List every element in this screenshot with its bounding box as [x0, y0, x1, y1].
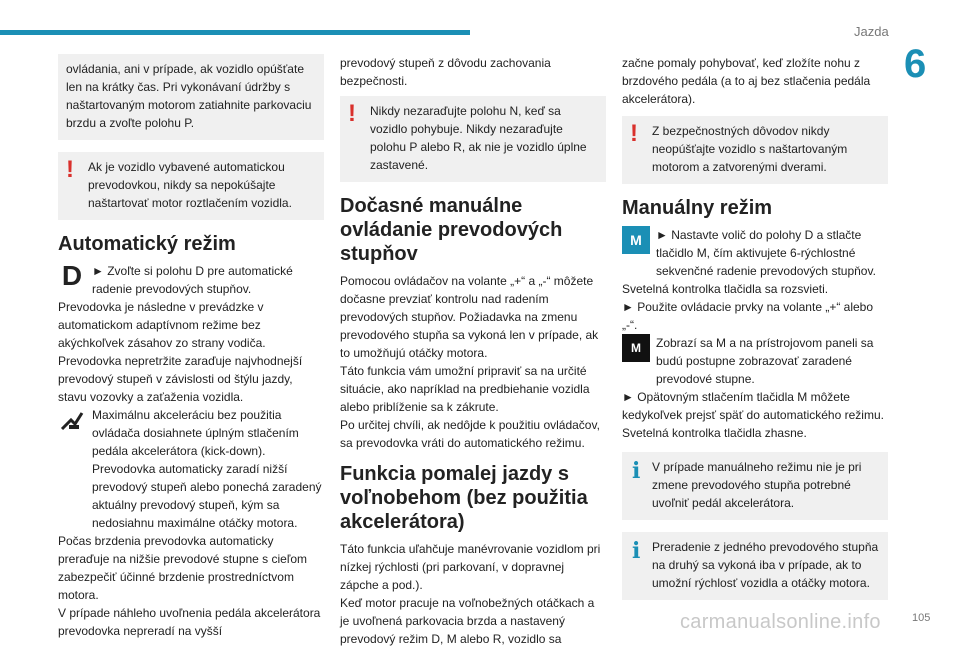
button-m-row	[622, 226, 888, 280]
instrument-display-icon: M	[622, 334, 650, 362]
watermark: carmanualsonline.info	[680, 611, 881, 633]
info-box	[622, 452, 888, 520]
paragraph: ► Nastavte volič do polohy D a stlačte tlačidlo M, čím aktivujete 6-rýchlostné sekvenčné radenie prevodových stupňov.	[656, 228, 876, 278]
box-text: ovládania, ani v prípade, ak vozidlo opúšťate len na krátky čas. Pri vykonávaní údržby s naštartovaným motorom zatiahnite parkovaciu brzdu a zvoľte polohu P.	[66, 62, 312, 130]
continued-box	[58, 54, 324, 140]
page-number: 105	[912, 612, 931, 624]
warning-icon: !	[630, 120, 638, 147]
chapter-name: Jazda	[854, 24, 889, 39]
pedal-icon	[58, 406, 86, 434]
paragraph: Počas brzdenia prevodovka automaticky preraďuje na nižšie prevodové stupne s cieľom zabezpečiť účinné brzdenie prostredníctvom motora.	[58, 534, 308, 602]
column-2	[340, 54, 606, 648]
warning-text: Z bezpečnostných dôvodov nikdy neopúšťajte vozidlo s naštartovaným motorom a zatvorenými dverami.	[652, 124, 848, 174]
paragraph: ► Opätovným stlačením tlačidla M môžete kedykoľvek prejsť späť do automatického režimu.	[622, 390, 884, 422]
section-heading-creep: Funkcia pomalej jazdy s voľnobehom (bez použitia akcelerátora)	[340, 463, 588, 533]
info-text: V prípade manuálneho režimu nie je pri zmene prevodového stupňa potrebné uvoľniť pedál akcelerátora.	[652, 460, 862, 510]
kickdown-row	[58, 406, 324, 532]
gear-d-icon: D	[61, 260, 83, 291]
warning-text: Ak je vozidlo vybavené automatickou prevodovkou, nikdy sa nepokúšajte naštartovať motor roztlačením vozidla.	[88, 160, 292, 210]
paragraph: Prevodovka je následne v prevádzke v automatickom adaptívnom režime bez akýchkoľvek zásahov zo strany vodiča. Prevodovka nepretržite zaraďuje najvhodnejší prevodový stupeň v závislosti od štýlu jazdy, stavu vozovky a zaťaženia vozidla.	[58, 300, 303, 404]
paragraph: Keď motor pracuje na voľnobežných otáčkach a je uvoľnená parkovacia brzda a nastavený prevodový režim D, M alebo R, vozidlo sa	[340, 596, 595, 646]
warning-box	[58, 152, 324, 220]
paragraph: Svetelná kontrolka tlačidla zhasne.	[622, 426, 807, 440]
paragraph: Maximálnu akceleráciu bez použitia ovládača dosiahnete úplným stlačením pedála akcelerátora (kick-down). Prevodovka automaticky zaradí nižší prevodový stupeň alebo ponechá zaradený aktuálny prevodový stupeň, kým sa nedosiahnu maximálne otáčky motora.	[92, 408, 322, 530]
paragraph: Pomocou ovládačov na volante „+“ a „-“ môžete dočasne prevziať kontrolu nad radením prevodových stupňov. Požiadavka na zmenu prevodového stupňa sa vykoná len v prípade, ak to umožňujú otáčky motora.	[340, 274, 599, 360]
column-3	[622, 54, 888, 612]
button-m-icon: M	[622, 226, 650, 254]
section-heading-automatic: Automatický režim	[58, 233, 236, 255]
gear-d-row	[58, 262, 324, 298]
paragraph: Po určitej chvíli, ak nedôjde k použitiu ovládačov, sa prevodovka vráti do automatického režimu.	[340, 418, 600, 450]
section-heading-temporary-manual: Dočasné manuálne ovládanie prevodových stupňov	[340, 195, 563, 265]
warning-icon: !	[66, 156, 74, 183]
paragraph: prevodový stupeň z dôvodu zachovania bezpečnosti.	[340, 56, 551, 88]
paragraph: Svetelná kontrolka tlačidla sa rozsvieti.	[622, 282, 829, 296]
info-icon: i	[632, 458, 641, 484]
paragraph: ► Použite ovládacie prvky na volante „+“ alebo „-“.	[622, 300, 874, 332]
paragraph: začne pomaly pohybovať, keď zložíte nohu z brzdového pedála (a to aj bez stlačenia pedála akcelerátora).	[622, 56, 871, 106]
warning-text: Nikdy nezaraďujte polohu N, keď sa vozidlo pohybuje. Nikdy nezaraďujte polohu P alebo R, ak nie je vozidlo úplne zastavené.	[370, 104, 587, 172]
column-1	[58, 54, 324, 640]
warning-box	[340, 96, 606, 182]
header-bar	[0, 30, 470, 35]
paragraph: ► Zvoľte si polohu D pre automatické radenie prevodových stupňov.	[92, 264, 293, 296]
paragraph: Táto funkcia vám umožní pripraviť sa na určité situácie, ako napríklad na predbiehanie vozidla alebo priblíženie sa k zákrute.	[340, 364, 590, 414]
warning-icon: !	[348, 100, 356, 127]
paragraph: V prípade náhleho uvoľnenia pedála akcelerátora prevodovka nepreradí na vyšší	[58, 606, 321, 638]
paragraph: Táto funkcia uľahčuje manévrovanie vozidlom pri nízkej rýchlosti (pri parkovaní, v dopravnej zápche a pod.).	[340, 542, 601, 592]
display-row	[622, 334, 888, 388]
chapter-number: 6	[904, 42, 927, 86]
info-text: Preradenie z jedného prevodového stupňa na druhý sa vykoná iba v prípade, ak to umožní rýchlosť vozidla a otáčky motora.	[652, 540, 879, 590]
info-box	[622, 532, 888, 600]
info-icon: i	[632, 538, 641, 564]
paragraph: Zobrazí sa M a na prístrojovom paneli sa budú postupne zobrazovať zaradené prevodové stupne.	[656, 336, 874, 386]
warning-box	[622, 116, 888, 184]
section-heading-manual: Manuálny režim	[622, 197, 773, 219]
